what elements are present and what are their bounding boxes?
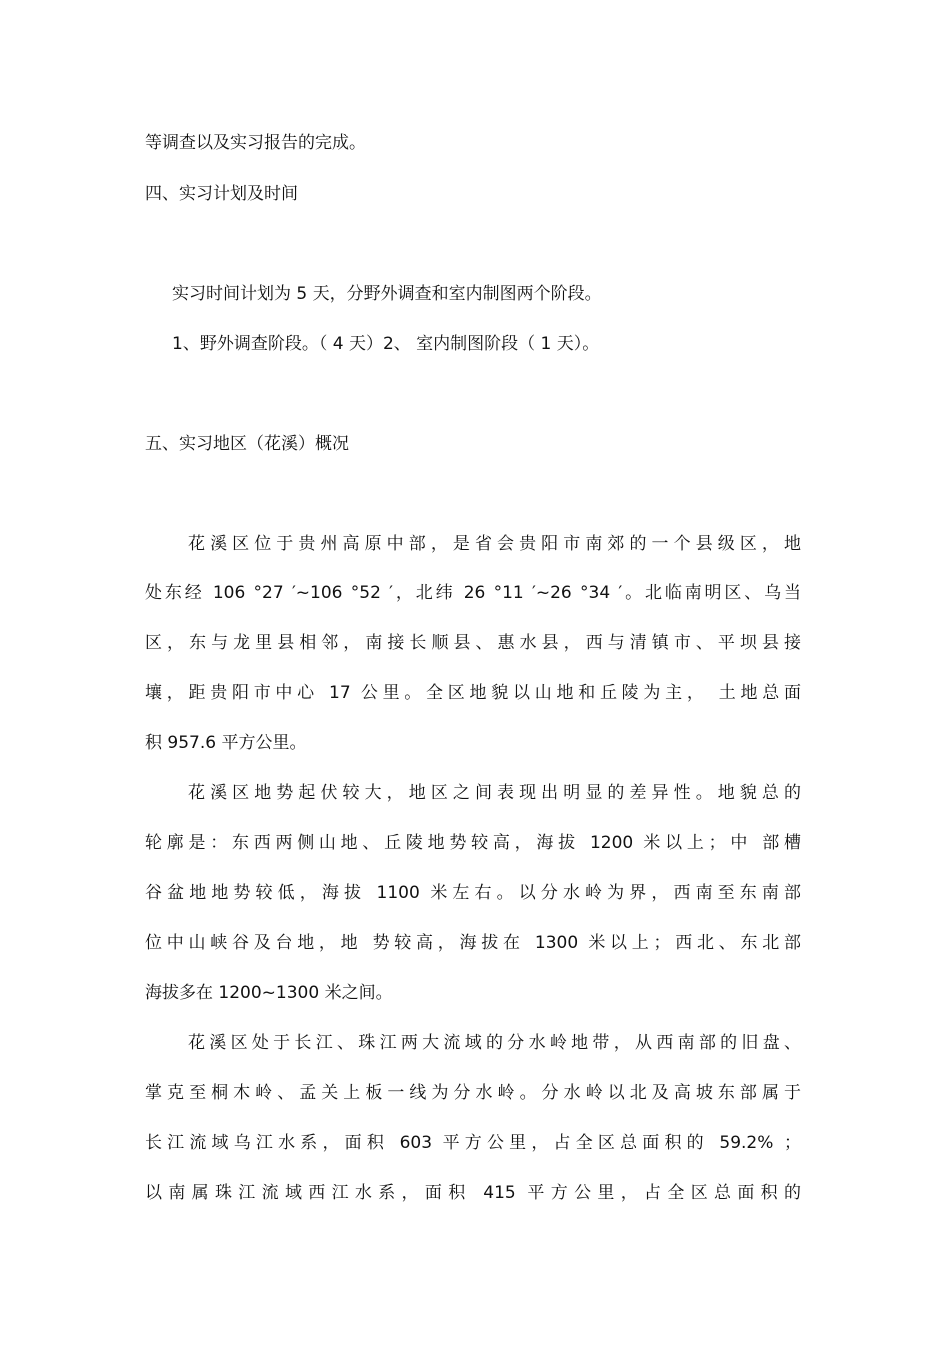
paragraph-line: 花溪区位于贵州高原中部，是省会贵阳市南郊的一个县级区，地 xyxy=(188,534,801,554)
text-line: 实习时间计划为 5 天，分野外调查和室内制图两个阶段。 xyxy=(172,284,602,304)
paragraph-line: 壤，距贵阳市中心 17 公里。全区地貌以山地和丘陵为主， 土地总面 xyxy=(145,683,801,703)
paragraph-line: 区，东与龙里县相邻，南接长顺县、惠水县，西与清镇市、平坝县接 xyxy=(145,633,801,653)
paragraph-line: 谷盆地地势较低，海拔 1100 米左右。以分水岭为界，西南至东南部 xyxy=(145,883,801,903)
section-heading: 四、实习计划及时间 xyxy=(145,184,298,204)
paragraph-line: 长江流域乌江水系，面积 603 平方公里，占全区总面积的 59.2% ； xyxy=(145,1133,801,1153)
text-line: 1、野外调查阶段。（ 4 天）2、 室内制图阶段（ 1 天）。 xyxy=(172,334,600,354)
paragraph-line: 以南属珠江流域西江水系，面积 415 平方公里，占全区总面积的 xyxy=(145,1183,801,1203)
text-line: 等调查以及实习报告的完成。 xyxy=(145,133,366,153)
paragraph-line: 处东经 106 °27 ′~106 °52 ′，北纬 26 °11 ′~26 °34 ′。北临南明区、乌当 xyxy=(145,583,801,603)
paragraph-line: 花溪区地势起伏较大，地区之间表现出明显的差异性。地貌总的 xyxy=(188,783,801,803)
paragraph-line: 积 957.6 平方公里。 xyxy=(145,733,307,753)
paragraph-line: 轮廓是：东西两侧山地、丘陵地势较高，海拔 1200 米以上；中 部槽 xyxy=(145,833,801,853)
paragraph-line: 花溪区处于长江、珠江两大流域的分水岭地带，从西南部的旧盘、 xyxy=(188,1033,801,1053)
paragraph-line: 位中山峡谷及台地，地 势较高，海拔在 1300 米以上；西北、东北部 xyxy=(145,933,801,953)
paragraph-line: 海拔多在 1200~1300 米之间。 xyxy=(145,983,393,1003)
paragraph-line: 掌克至桐木岭、孟关上板一线为分水岭。分水岭以北及高坡东部属于 xyxy=(145,1083,801,1103)
section-heading: 五、实习地区（花溪）概况 xyxy=(145,434,349,454)
